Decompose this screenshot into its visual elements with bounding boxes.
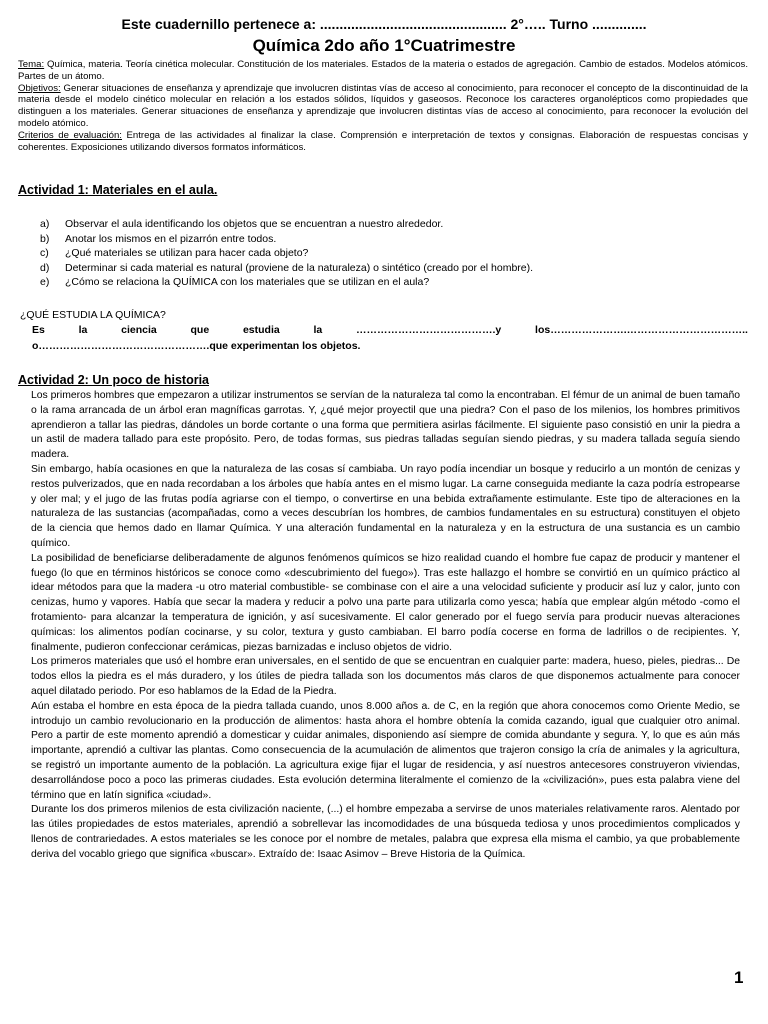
tema-text: Química, materia. Teoría cinética molecular. Constitución de los materiales. Estados de la materia o estados de agregación. Cambio de estados. Modelos atómicos. Partes de un átomo. bbox=[18, 59, 748, 82]
task-item bbox=[40, 217, 730, 232]
task-item bbox=[40, 246, 730, 261]
question-blank-1: ………………………………….y bbox=[356, 324, 502, 336]
objetivos-text: Generar situaciones de enseñanza y aprendizaje que involucren distintas vías de acceso al conocimiento, para reconocer el concepto de la discontinuidad de la materia desde el modelo cinético molecular en relación a los estados sólidos, líquidos y gaseosos. Reconoce los caracteres organolépticos como propiedades que distinguen a los materiales. Generar situaciones de enseñanza y aprendizaje que involucren distintas vías de acceso al conocimiento, para reconocer la evolución del modelo atómico. bbox=[18, 82, 748, 129]
question-word: la bbox=[78, 324, 88, 336]
task-text: ¿Cómo se relaciona la QUÍMICA con los materiales que se utilizan en el aula? bbox=[65, 276, 430, 289]
activity2-title: Actividad 2: Un poco de historia bbox=[18, 373, 209, 387]
history-paragraph: Durante los dos primeros milenios de esta civilización naciente, (...) el hombre empezaba a servirse de unos materiales relativamente raros. Alentado por las útiles propiedades de estos materiales, aprendió a sobrellevar las incomodidades de una búsqueda tediosa y unos procedimientos complicados y llenos de contrariedades. A estos materiales se les conoce por el nombre de metales, palabra que expresa ella misma el cambio, ya que probablemente deriva del vocablo griego que significa «buscar». Extraído de: Isaac Asimov – Breve Historia de la Química. bbox=[31, 804, 740, 860]
owner-line: Este cuadernillo pertenece a: ................................................ 2°….. Turno .............. bbox=[121, 16, 647, 32]
task-marker: b) bbox=[40, 232, 50, 245]
activity1-task-list bbox=[40, 217, 730, 290]
intro-section bbox=[18, 59, 748, 153]
question-blank-2: los………………….…………………………….. bbox=[535, 324, 748, 336]
question-word: Es bbox=[32, 324, 45, 336]
objetivos-paragraph bbox=[18, 83, 748, 130]
task-marker: d) bbox=[40, 261, 50, 274]
criterios-paragraph bbox=[18, 130, 748, 154]
question-word: que bbox=[190, 324, 210, 336]
task-marker: a) bbox=[40, 218, 50, 230]
task-text: Anotar los mismos en el pizarrón entre todos. bbox=[65, 232, 277, 245]
question-line-1 bbox=[32, 324, 748, 336]
tema-paragraph bbox=[18, 59, 748, 83]
task-marker: e) bbox=[40, 276, 50, 289]
history-paragraph: Sin embargo, había ocasiones en que la naturaleza de las cosas sí cambiaba. Un rayo podía incendiar un bosque y reducirlo a un montón de cenizas y restos pulverizados, que en nada recordaban a los árboles que había antes en el mismo lugar. La carne conseguida mediante la caza podría estropearse y oler mal; y el jugo de las frutas podía agriarse con el tiempo, o convertirse en una bebida extrañamente estimulante. Este tipo de alteraciones en la naturaleza de las sustancias (acompañadas, como a veces descubrían los hombres, de cambios fundamentales en su estructura) constituyen el objeto de la ciencia que hemos dado en llamar Química. Y una alteración fundamental en la naturaleza y en la estructura de una sustancia es un cambio químico. bbox=[31, 463, 740, 549]
activity1-title: Actividad 1: Materiales en el aula. bbox=[18, 183, 218, 197]
task-text: ¿Qué materiales se utilizan para hacer cada objeto? bbox=[65, 247, 309, 260]
task-marker: c) bbox=[40, 247, 49, 260]
question-heading: ¿QUÉ ESTUDIA LA QUÍMICA? bbox=[20, 309, 166, 321]
task-item bbox=[40, 275, 730, 290]
task-item bbox=[40, 232, 730, 247]
history-paragraph: Aún estaba el hombre en esta época de la piedra tallada cuando, unos 8.000 años a. de C, en la región que ahora conocemos como Oriente Medio, se introdujo un cambio revolucionario en la producción de alimentos: hasta ahora el hombre obtenía la comida cazando, igual que cualquier otro animal. Pero a partir de este momento aprendió a domesticar y cuidar animales, disponiendo así siempre de comida abundante y segura. Y, lo que es aún más importante, aprendió a cultivar las plantas. Como consecuencia de la acumulación de alimentos que trajeron consigo la cría de animales y la agricultura, se registró un importante aumento de la población. La agricultura exige fijar el lugar de residencia, y así nuestros antecesores construyeron viviendas, desarrollándose poco a poco las primeras ciudades. Esta evolución determina literalmente el comienzo de la «civilización», pues esta palabra viene del término que en latín significa «ciudad». bbox=[31, 700, 740, 801]
question-word: ciencia bbox=[121, 324, 157, 336]
history-text bbox=[31, 389, 740, 863]
page-number: 1 bbox=[734, 968, 744, 987]
history-paragraph: Los primeros hombres que empezaron a utilizar instrumentos se servían de la naturaleza tal como la encontraban. El fémur de un animal de buen tamaño o la rama arrancada de un árbol eran magníficas garrotas. Y, ¿qué mejor proyectil que una piedra? Con el paso de los milenios, los hombres primitivos aprendieron a tallar las piedras, dándoles un borde cortante o una forma que permitiera asirlas fácilmente. El siguiente paso consistió en unir la piedra a un astil de madera tallado para este propósito. Pero, de todas formas, sus piedras talladas seguían siendo piedras, y su madera tallada seguía siendo madera. bbox=[31, 390, 740, 461]
task-item bbox=[40, 261, 730, 276]
tema-label: Tema: bbox=[18, 59, 45, 70]
criterios-text: Entrega de las actividades al finalizar la clase. Comprensión e interpretación de textos y consignas. Elaboración de respuestas concisas y coherentes. Exposiciones utilizando diversos formatos informáticos. bbox=[18, 129, 748, 153]
question-word: estudia bbox=[242, 324, 280, 336]
question-word: la bbox=[313, 324, 323, 336]
objetivos-label: Objetivos: bbox=[18, 82, 61, 94]
document-title: Química 2do año 1°Cuatrimestre bbox=[252, 36, 516, 55]
task-text: Observar el aula identificando los objetos que se encuentran a nuestro alrededor. bbox=[65, 218, 444, 230]
task-text: Determinar si cada material es natural (proviene de la naturaleza) o sintético (creado por el hombre). bbox=[65, 261, 534, 274]
criterios-label: Criterios de evaluación: bbox=[18, 129, 122, 141]
question-line-2: o………………………………………….que experimentan los objetos. bbox=[32, 340, 361, 352]
history-paragraph: Los primeros materiales que usó el hombre eran universales, en el sentido de que se encuentran en cualquier parte: madera, hueso, pieles, piedras... De todos ellos la piedra es el más duradero, y los útiles de piedra tallada son los documentos más claros de que disponemos actualmente para conocer aquel dilatado periodo. Por eso hablamos de la Edad de la Piedra. bbox=[31, 656, 740, 697]
history-paragraph: La posibilidad de beneficiarse deliberadamente de algunos fenómenos químicos se hizo realidad cuando el hombre fue capaz de producir y mantener el fuego (lo que en términos históricos se conoce como «descubrimiento del fuego»). Tras este hallazgo el hombre se convirtió en un químico práctico al idear métodos para que la madera -u otro material combustible- se combinase con el aire a una velocidad suficiente y producir así luz y calor, junto con cenizas, humo y vapores. Había que secar la madera y reducir a polvo una parte para utilizarla como yesca; había que emplear algún método -como el frotamiento- para alcanzar la temperatura de ignición, y así sucesivamente. El calor generado por el fuego servía para producir nuevas alteraciones químicas: los alimentos podían cocinarse, y su color, textura y gusto cambiaban. El barro podía cocerse en forma de ladrillos o de recipientes. Y, finalmente, pudieron confeccionar cerámicas, piezas barnizadas e incluso objetos de vidrio. bbox=[31, 552, 740, 653]
